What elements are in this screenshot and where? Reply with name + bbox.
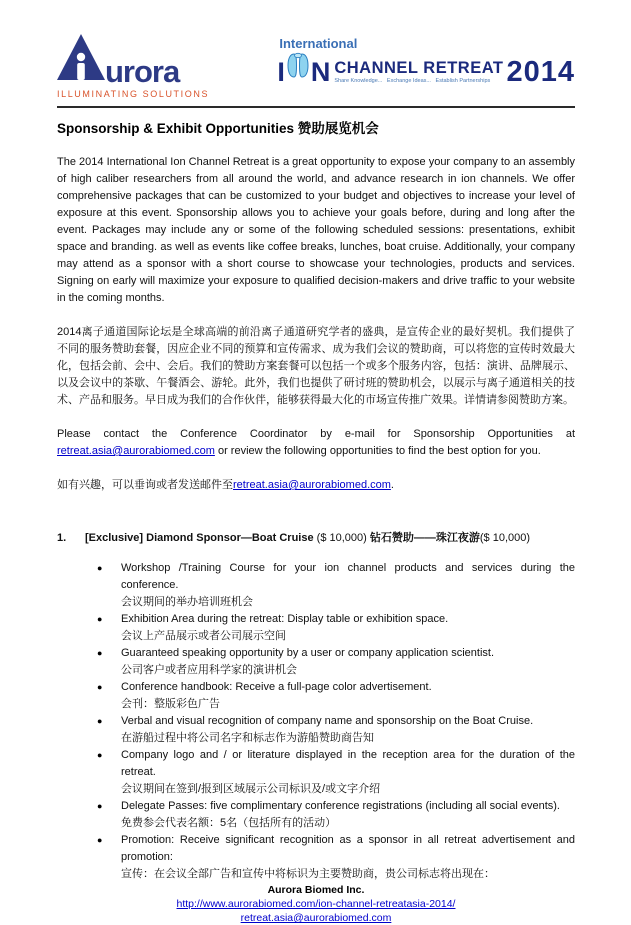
list-item [57,679,575,713]
bullet-text-chinese: 会议上产品展示或者公司展示空间 [121,630,286,642]
list-item [57,747,575,798]
bullet-text-chinese: 会议期间的举办培训班机会 [121,596,253,608]
contact-paragraph-chinese [57,477,575,494]
contact-zh-email-link[interactable]: retreat.asia@aurorabiomed.com [233,479,391,491]
retreat-year-label: 2014 [506,55,575,88]
ion-letter-i: I [277,57,285,88]
bullet-text-chinese: 宣传：在会议全部广告和宣传中将标识为主要赞助商，贵公司标志将出现在： [121,868,495,880]
aurora-wordmark: urora [105,53,180,89]
page-footer [57,883,575,925]
list-item [57,713,575,747]
page-header [57,34,575,108]
bullet-icon: ● [97,716,103,726]
list-item [57,798,575,832]
bullet-text-english: Workshop /Training Course for your ion channel products and services during the conference. [121,562,575,591]
ion-channel-protein-icon [285,52,311,84]
ion-channel-retreat-logo [277,34,575,88]
bullet-text-english: Delegate Passes: five complimentary conference registrations (including all social events). [121,800,560,812]
bullet-icon: ● [97,614,103,624]
bullet-icon: ● [97,648,103,658]
bullet-text-chinese: 公司客户或者应用科学家的演讲机会 [121,664,297,676]
section-title [85,530,530,547]
intro-paragraph-chinese: 2014离子通道国际论坛是全球高端的前沿离子通道研究学者的盛典，是宣传企业的最好契机。我们提供了不同的服务赞助套餐，因应企业不同的预算和宣传需求、成为我们会议的赞助商，可以将您的宣传时效最大化，包括会前、会中、会后。我们的赞助方案套餐可以包括一个或多个服务内容，包括：演讲、品牌展示、以及会议中的茶歇、午餐酒会、游轮。此外，我们也提供了研讨班的赞助机会，以展示与离子通道相关的技术、产品和服务。早日成为我们的合作伙伴，能够获得最大化的市场宣传推广效果。详情请参阅赞助方案。 [57,326,575,406]
page-title: Sponsorship & Exhibit Opportunities 赞助展览机会 [57,121,379,136]
retreat-logo-main [277,52,575,88]
benefit-bullet-list [57,560,575,883]
aurora-logo [57,34,209,99]
aurora-logo-top [57,34,209,89]
bullet-text-chinese: 会议期间在签到/报到区域展示公司标识及/或文字介绍 [121,783,381,795]
retreat-tagline: Share Knowledge... Exchange Ideas... Establish Partnerships [334,78,491,84]
international-label: International [279,36,358,51]
bullet-text-english: Conference handbook: Receive a full-page color advertisement. [121,681,432,693]
ion-letter-n: N [310,57,331,88]
channel-retreat-label: CHANNEL RETREAT [334,58,504,77]
bullet-icon: ● [97,801,103,811]
footer-website-link[interactable]: http://www.aurorabiomed.com/ion-channel-retreatasia-2014/ [176,898,456,910]
list-item [57,560,575,611]
intro-paragraph-english: The 2014 International Ion Channel Retreat is a great opportunity to expose your company to an assembly of high caliber researchers from all around the world, and advance research in ion channels. We offer comprehensive packages that can be customized to your budget and objectives to increase your level of exposure at this event. Sponsorship allows you to achieve your goals before, during and long after the event. Packages may include any or some of the following scheduled sessions: presentations, exhibit space and branding. as well as events like coffee breaks, lunches, boat cruise. Additionally, your company may attend as a sponsor with a short course to showcase your technologies, products and services. Signing on early will maximize your exposure to qualified decision-makers and drive traffic to your website in the coming months. [57,156,575,304]
bullet-icon: ● [97,835,103,845]
contact-email-link[interactable]: retreat.asia@aurorabiomed.com [57,445,215,457]
aurora-tagline: ILLUMINATING SOLUTIONS [57,89,210,99]
bullet-text-english: Promotion: Receive significant recognition as a sponsor in all retreat advertisement and promotion: [121,834,575,863]
bullet-icon: ● [97,682,103,692]
bullet-text-chinese: 在游船过程中将公司名字和标志作为游船赞助商告知 [121,732,374,744]
bullet-text-chinese: 免费参会代表名额：5名（包括所有的活动） [121,817,337,829]
section-title-english: [Exclusive] Diamond Sponsor—Boat Cruise [85,532,314,544]
bullet-text-english: Exhibition Area during the retreat: Display table or exhibition space. [121,613,449,625]
list-item [57,645,575,679]
bullet-icon: ● [97,563,103,573]
section-title-chinese: 钻石赞助——珠江夜游 [369,532,480,544]
list-item [57,832,575,883]
aurora-triangle-icon [57,34,105,85]
section-number: 1. [57,532,67,544]
bullet-text-english: Verbal and visual recognition of company name and sponsorship on the Boat Cruise. [121,715,534,727]
bullet-text-chinese: 会刊：整版彩色广告 [121,698,220,710]
footer-email-link[interactable]: retreat.asia@aurorabiomed.com [240,912,392,924]
contact-zh-text-after: . [390,479,394,491]
bullet-text-english: Guaranteed speaking opportunity by a user or company application scientist. [121,647,494,659]
contact-paragraph-english [57,426,575,460]
bullet-icon: ● [97,750,103,760]
section-price-chinese: ($ 10,000) [479,532,531,544]
contact-zh-text-before: 如有兴趣，可以垂询或者发送邮件至 [57,479,233,491]
list-item [57,611,575,645]
contact-text-after: or review the following opportunities to find the best option for you. [214,445,541,457]
bullet-text-english: Company logo and / or literature displayed in the reception area for the duration of the retreat. [121,749,575,778]
contact-text-before: Please contact the Conference Coordinator by e-mail for Sponsorship Opportunities at [57,428,575,440]
section-price-english: ($ 10,000) [313,532,370,544]
section-1-heading [57,530,575,547]
channel-retreat-block [334,60,503,85]
footer-company-name: Aurora Biomed Inc. [267,884,365,896]
